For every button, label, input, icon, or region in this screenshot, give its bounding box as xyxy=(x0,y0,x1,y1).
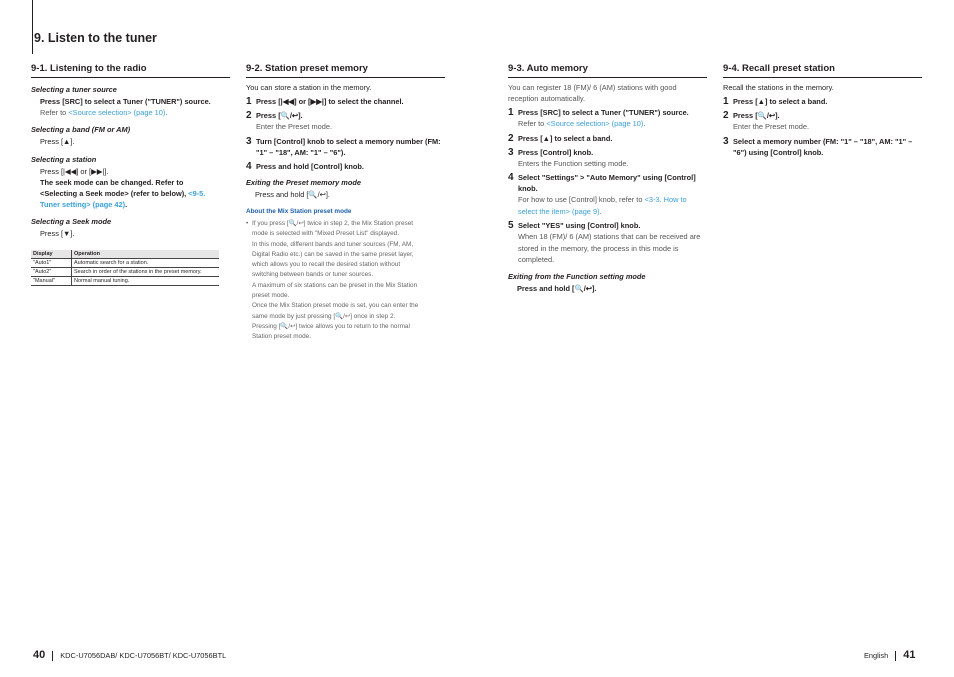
note-line: In this mode, different bands and tuner sources (FM, AM, xyxy=(252,240,414,248)
table-header: Operation xyxy=(72,250,220,259)
instruction: Press and hold [🔍/↩]. xyxy=(517,283,597,293)
step xyxy=(723,96,922,107)
step-text: Press [🔍/↩]. xyxy=(733,111,780,121)
intro-text: Recall the stations in the memory. xyxy=(723,83,834,92)
table-row xyxy=(31,276,219,285)
step-number: 2 xyxy=(723,110,729,122)
footer-divider xyxy=(52,651,53,661)
step-text: Press [|◀◀] or [▶▶|] to select the channel. xyxy=(256,97,404,107)
page-title: 9. Listen to the tuner xyxy=(34,31,157,45)
section-recall-preset xyxy=(723,63,922,158)
step xyxy=(246,136,445,158)
step-number: 3 xyxy=(246,135,252,147)
step xyxy=(246,110,445,121)
page-number-left: 40 xyxy=(33,649,46,661)
section-heading: 9-2. Station preset memory xyxy=(246,63,445,78)
reference xyxy=(31,107,230,118)
table-row xyxy=(31,258,219,267)
step-text: Press [Control] knob. xyxy=(518,147,594,157)
step-body-text: Refer to xyxy=(518,119,547,129)
step-number: 5 xyxy=(508,220,514,232)
subheading: Selecting a tuner source xyxy=(31,85,117,94)
step xyxy=(508,107,707,118)
section-heading: 9-3. Auto memory xyxy=(508,63,707,78)
tuner-setting-link-b[interactable]: Tuner setting> (page 42) xyxy=(40,200,126,210)
step-number: 2 xyxy=(246,110,252,122)
step-text: Press [▲] to select a band. xyxy=(518,133,613,143)
table-header-row xyxy=(31,250,219,259)
tuner-setting-link-a[interactable]: <9-5. xyxy=(188,189,206,199)
model-names: KDC-U7056DAB/ KDC-U7056BT/ KDC-U7056BTL xyxy=(60,651,227,660)
section-heading: 9-4. Recall preset station xyxy=(723,63,922,78)
source-selection-link[interactable]: <Source selection> (page 10) xyxy=(68,108,166,118)
instruction: Press [|◀◀] or [▶▶|]. xyxy=(40,166,109,176)
intro-text: You can register 18 (FM)/ 6 (AM) stations with good reception automatically. xyxy=(508,83,677,104)
step-number: 4 xyxy=(508,172,514,184)
header-rule xyxy=(32,0,33,54)
note-line: switching between bands or tuner sources. xyxy=(252,271,374,279)
table-cell: Automatic search for a station. xyxy=(72,258,220,267)
step-number: 4 xyxy=(246,160,252,172)
instruction-text: <Selecting a Seek mode> (refer to below), xyxy=(40,189,189,199)
note-text: If you press [🔍/↩] twice in step 2, the Mix Station preset xyxy=(252,219,414,227)
step xyxy=(246,96,445,107)
footer-divider xyxy=(895,651,896,661)
step-text: Select a memory number (FM: "1" – "18", AM: "1" – "6") using [Control] knob. xyxy=(733,136,913,157)
source-selection-link[interactable]: <Source selection> (page 10) xyxy=(546,119,644,129)
step xyxy=(723,110,922,121)
instruction: Press [▲]. xyxy=(40,137,75,147)
instruction: Press [SRC] to select a Tuner ("TUNER") source. xyxy=(40,97,211,106)
select-item-link[interactable]: <3-3. How to select the item> (page 9) xyxy=(518,195,687,216)
subheading: Selecting a station xyxy=(31,154,97,164)
footer-left xyxy=(33,649,226,661)
seek-mode-table xyxy=(31,250,219,286)
step-text: Select "YES" using [Control] knob. xyxy=(518,221,641,231)
note-line: Once the Mix Station preset mode is set, you can enter the xyxy=(252,302,419,310)
step-body: Enters the Function setting mode. xyxy=(518,158,629,168)
table-cell: "Auto1" xyxy=(31,258,72,267)
step xyxy=(508,133,707,144)
subheading: Selecting a band (FM or AM) xyxy=(31,125,131,135)
step-text: Press [▲] to select a band. xyxy=(733,97,828,107)
step-body xyxy=(508,118,707,130)
instruction xyxy=(31,188,230,199)
note-line: A maximum of six stations can be preset in the Mix Station xyxy=(252,281,418,289)
reference-text: Refer to xyxy=(40,108,69,118)
reference-end: . xyxy=(165,108,168,118)
step-text: Press [SRC] to select a Tuner ("TUNER") source. xyxy=(518,108,689,118)
table-header: Display xyxy=(31,250,72,259)
step-number: 3 xyxy=(723,135,729,147)
step-number: 1 xyxy=(246,96,252,108)
table-row xyxy=(31,267,219,276)
intro-text: You can store a station in the memory. xyxy=(246,83,372,92)
section-listening xyxy=(31,63,230,286)
step-body-end: . xyxy=(599,206,602,216)
instruction: The seek mode can be changed. Refer to xyxy=(40,177,184,187)
about-heading: About the Mix Station preset mode xyxy=(246,207,352,215)
subheading: Exiting the Preset memory mode xyxy=(246,177,361,187)
note-line: Pressing [🔍/↩] twice allows you to return to the normal xyxy=(252,322,410,330)
note-line: preset mode. xyxy=(252,291,290,299)
language-label: English xyxy=(864,651,889,660)
table-cell: Search in order of the stations in the preset memory. xyxy=(72,267,220,276)
step xyxy=(723,136,922,158)
step-body-text: For how to use [Control] knob, refer to xyxy=(518,195,645,205)
step-text: Press and hold [Control] knob. xyxy=(256,161,364,171)
subheading: Selecting a Seek mode xyxy=(31,217,112,227)
step-body xyxy=(508,194,707,217)
section-auto-memory xyxy=(508,63,707,294)
page-number-right: 41 xyxy=(903,649,916,661)
instruction-end: . xyxy=(125,200,128,210)
note-block xyxy=(246,219,445,343)
section-preset-memory xyxy=(246,63,445,342)
note-line: Digital Radio etc.) can be saved in the same preset layer, xyxy=(252,250,414,258)
step-body: Enter the Preset mode. xyxy=(256,122,332,132)
step xyxy=(508,172,707,194)
step-number: 1 xyxy=(508,107,514,119)
step xyxy=(246,161,445,172)
instruction: Press and hold [🔍/↩]. xyxy=(255,189,330,199)
table-cell: "Auto2" xyxy=(31,267,72,276)
note-line: mode is selected with "Mixed Preset List" displayed. xyxy=(252,230,399,238)
step-text: Select "Settings" > "Auto Memory" using [Control] knob. xyxy=(518,173,696,194)
instruction: Press [▼]. xyxy=(40,229,75,239)
bullet-icon: • xyxy=(246,219,249,227)
note-line: same mode by just pressing [🔍/↩] once in step 2. xyxy=(252,312,396,320)
step-number: 2 xyxy=(508,132,514,144)
step xyxy=(508,147,707,158)
step-text: Press [🔍/↩]. xyxy=(256,111,303,121)
table-cell: "Manual" xyxy=(31,276,72,285)
subheading: Exiting from the Function setting mode xyxy=(508,271,646,281)
step-body: When 18 (FM)/ 6 (AM) stations that can be received are stored in the memory, the process in this mode is completed. xyxy=(518,232,701,265)
step-number: 1 xyxy=(723,96,729,108)
instruction xyxy=(31,199,230,210)
table-cell: Normal manual tuning. xyxy=(72,276,220,285)
note-line xyxy=(246,219,445,229)
step xyxy=(508,220,707,231)
note-line: which allows you to recall the desired station without xyxy=(252,261,401,269)
step-text: Turn [Control] knob to select a memory number (FM: "1" – "18", AM: "1" – "6"). xyxy=(256,136,441,157)
footer-right xyxy=(864,649,916,661)
step-body-end: . xyxy=(643,119,646,129)
step-number: 3 xyxy=(508,146,514,158)
section-heading: 9-1. Listening to the radio xyxy=(31,63,230,78)
note-line: Station preset mode. xyxy=(252,333,311,341)
step-body: Enter the Preset mode. xyxy=(733,122,809,132)
